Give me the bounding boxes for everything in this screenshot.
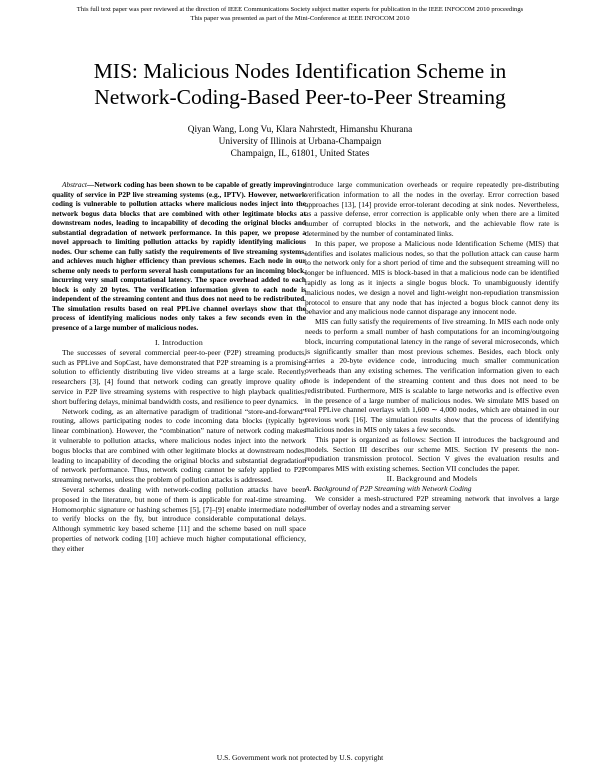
paragraph: introduce large communication overheads or require repeatedly pre-distributing verification information to all the nodes in the overlay. Error correction based approaches [13], [14] provide error-tolerant decoding at sink nodes. Nevertheless, as a passive defense, error correction is applicable only when there are a limited number of corrupted blocks in the network, and the achievable flow rate is determined by the number of contaminated links. — [305, 180, 559, 238]
paragraph: MIS can fully satisfy the requirements of live streaming. In MIS each node only needs to perform a small number of hash computations for an incoming/outgoing block, incurring computational latency in the range of several microseconds, which is significantly smaller than most previous schemes. Besides, each block only carries a 20-byte evidence code, introducing much smaller communication overheads than any existing schemes. The verification information given to each node is independent of the streaming content and thus does not need to be redistributed. Furthermore, MIS is scalable to large networks and is effective even in the presence of a large number of malicious nodes. We simulate MIS based on real PPLive channel overlays with 1,600 ∼ 4,000 nodes, which are obtained in our previous work [16]. The simulation results show that the process of identifying malicious nodes in MIS only takes a few seconds. — [305, 317, 559, 434]
subsection-heading: A. Background of P2P Streaming with Network Coding — [305, 483, 472, 493]
section-heading-background: II. Background and Models — [386, 473, 478, 483]
paragraph: This paper is organized as follows: Section II introduces the background and models. Section III describes our scheme MIS. Section IV presents the non-repudiation transmission protocol. Section V gives the evaluation results and compares MIS with existing schemes. Section VII concludes the paper. — [305, 434, 559, 474]
abstract — [52, 180, 306, 332]
paragraph: Network coding, as an alternative paradigm of traditional “store-and-forward” routing, allows participating nodes to code incoming data blocks (typically by linear combination). However, the “combination” nature of network coding makes it vulnerable to pollution attacks, where malicious nodes inject into the network bogus blocks that are combined with other legitimate blocks at downstream nodes, leading to incapability of decoding the original blocks and substantial degradation of network performance. Thus, network coding cannot be safely applied to P2P streaming networks, unless the problem of pollution attacks is addressed. — [52, 406, 306, 485]
abstract-text: —Network coding has been shown to be capable of greatly improving quality of service in P2P live streaming systems (e.g., IPTV). However, network coding is vulnerable to pollution attacks where malicious nodes inject into the network bogus data blocks that are combined with other legitimate blocks at downstream nodes, leading to incapability of decoding the original blocks and substantial degradation of network performance. In this paper, we propose a novel approach to limiting pollution attacks by rapidly identifying malicious nodes. Our scheme can fully satisfy the requirements of live streaming systems, and achieves much higher efficiency than previous schemes. Each node in our scheme only needs to perform several hash computations for an incoming block, incurring very small computational latency. The space overhead added to each block is only 20 bytes. The verification information given to each node is independent of the streaming content and thus does not need to be redistributed. The simulation results based on real PPLive channel overlays show that the process of identifying malicious nodes only takes a few seconds even in the presence of a large number of malicious nodes. — [52, 180, 306, 332]
paper-title — [30, 58, 570, 110]
author-names: Qiyan Wang, Long Vu, Klara Nahrstedt, Himanshu Khurana — [187, 125, 413, 135]
title-line-2: Network-Coding-Based Peer-to-Peer Streaming — [94, 85, 506, 109]
paragraph: The successes of several commercial peer-to-peer (P2P) streaming products, such as PPLive and SopCast, have demonstrated that P2P streaming is a promising solution to efficiently distributing live video streams at a large scale. Recently, researchers [3], [4] found that network coding can greatly improve quality of service in P2P live streaming systems with respective to high playback qualities, short buffering delays, minimal bandwidth costs, and resilience to peer dynamics. — [52, 347, 306, 406]
copyright-footer: U.S. Government work not protected by U.S. copyright — [216, 753, 384, 762]
header-line-2: This paper was presented as part of the Mini-Conference at IEEE INFOCOM 2010 — [190, 15, 410, 22]
title-line-1: MIS: Malicious Nodes Identification Scheme in — [93, 59, 507, 83]
header-line-1: This full text paper was peer reviewed at the direction of IEEE Communications Society subject matter experts for publication in the IEEE INFOCOM 2010 proceedings — [76, 6, 524, 13]
author-block — [0, 124, 600, 160]
paragraph: We consider a mesh-structured P2P streaming network that involves a large number of overlay nodes and a streaming server — [305, 493, 559, 513]
author-address: Champaign, IL, 61801, United States — [230, 149, 370, 159]
conference-header — [0, 5, 600, 23]
paragraph: In this paper, we propose a Malicious node Identification Scheme (MIS) that identifies and isolates malicious nodes, so that the pollution attack can cause harm to the network only for a short period of time and the subsequent streaming will no longer be influenced. MIS is block-based in that a malicious node can be identified rapidly as long as it injects a single bogus block. To unambiguously identify malicious nodes, we design a novel and light-weight non-repudiation transmission protocol to ensure that any node that has injected a bogus block cannot deny its behavior and any malicious node cannot disparage any innocent node. — [305, 238, 559, 317]
paragraph: Several schemes dealing with network-coding pollution attacks have been proposed in the literature, but none of them is applicable for real-time streaming. Homomorphic signature or hashing schemes [5], [7]–[9] enable intermediate nodes to verify blocks on the fly, but introduce considerable computational delays. Although symmetric key based scheme [11] and the scheme based on null space properties of network coding [10] achieve much higher computational efficiency, they either — [52, 484, 306, 553]
author-affiliation: University of Illinois at Urbana-Champaign — [218, 137, 382, 147]
section-heading-introduction: I. Introduction — [154, 338, 204, 347]
abstract-label: Abstract — [62, 180, 87, 189]
right-column — [305, 180, 559, 513]
left-column — [52, 180, 306, 554]
